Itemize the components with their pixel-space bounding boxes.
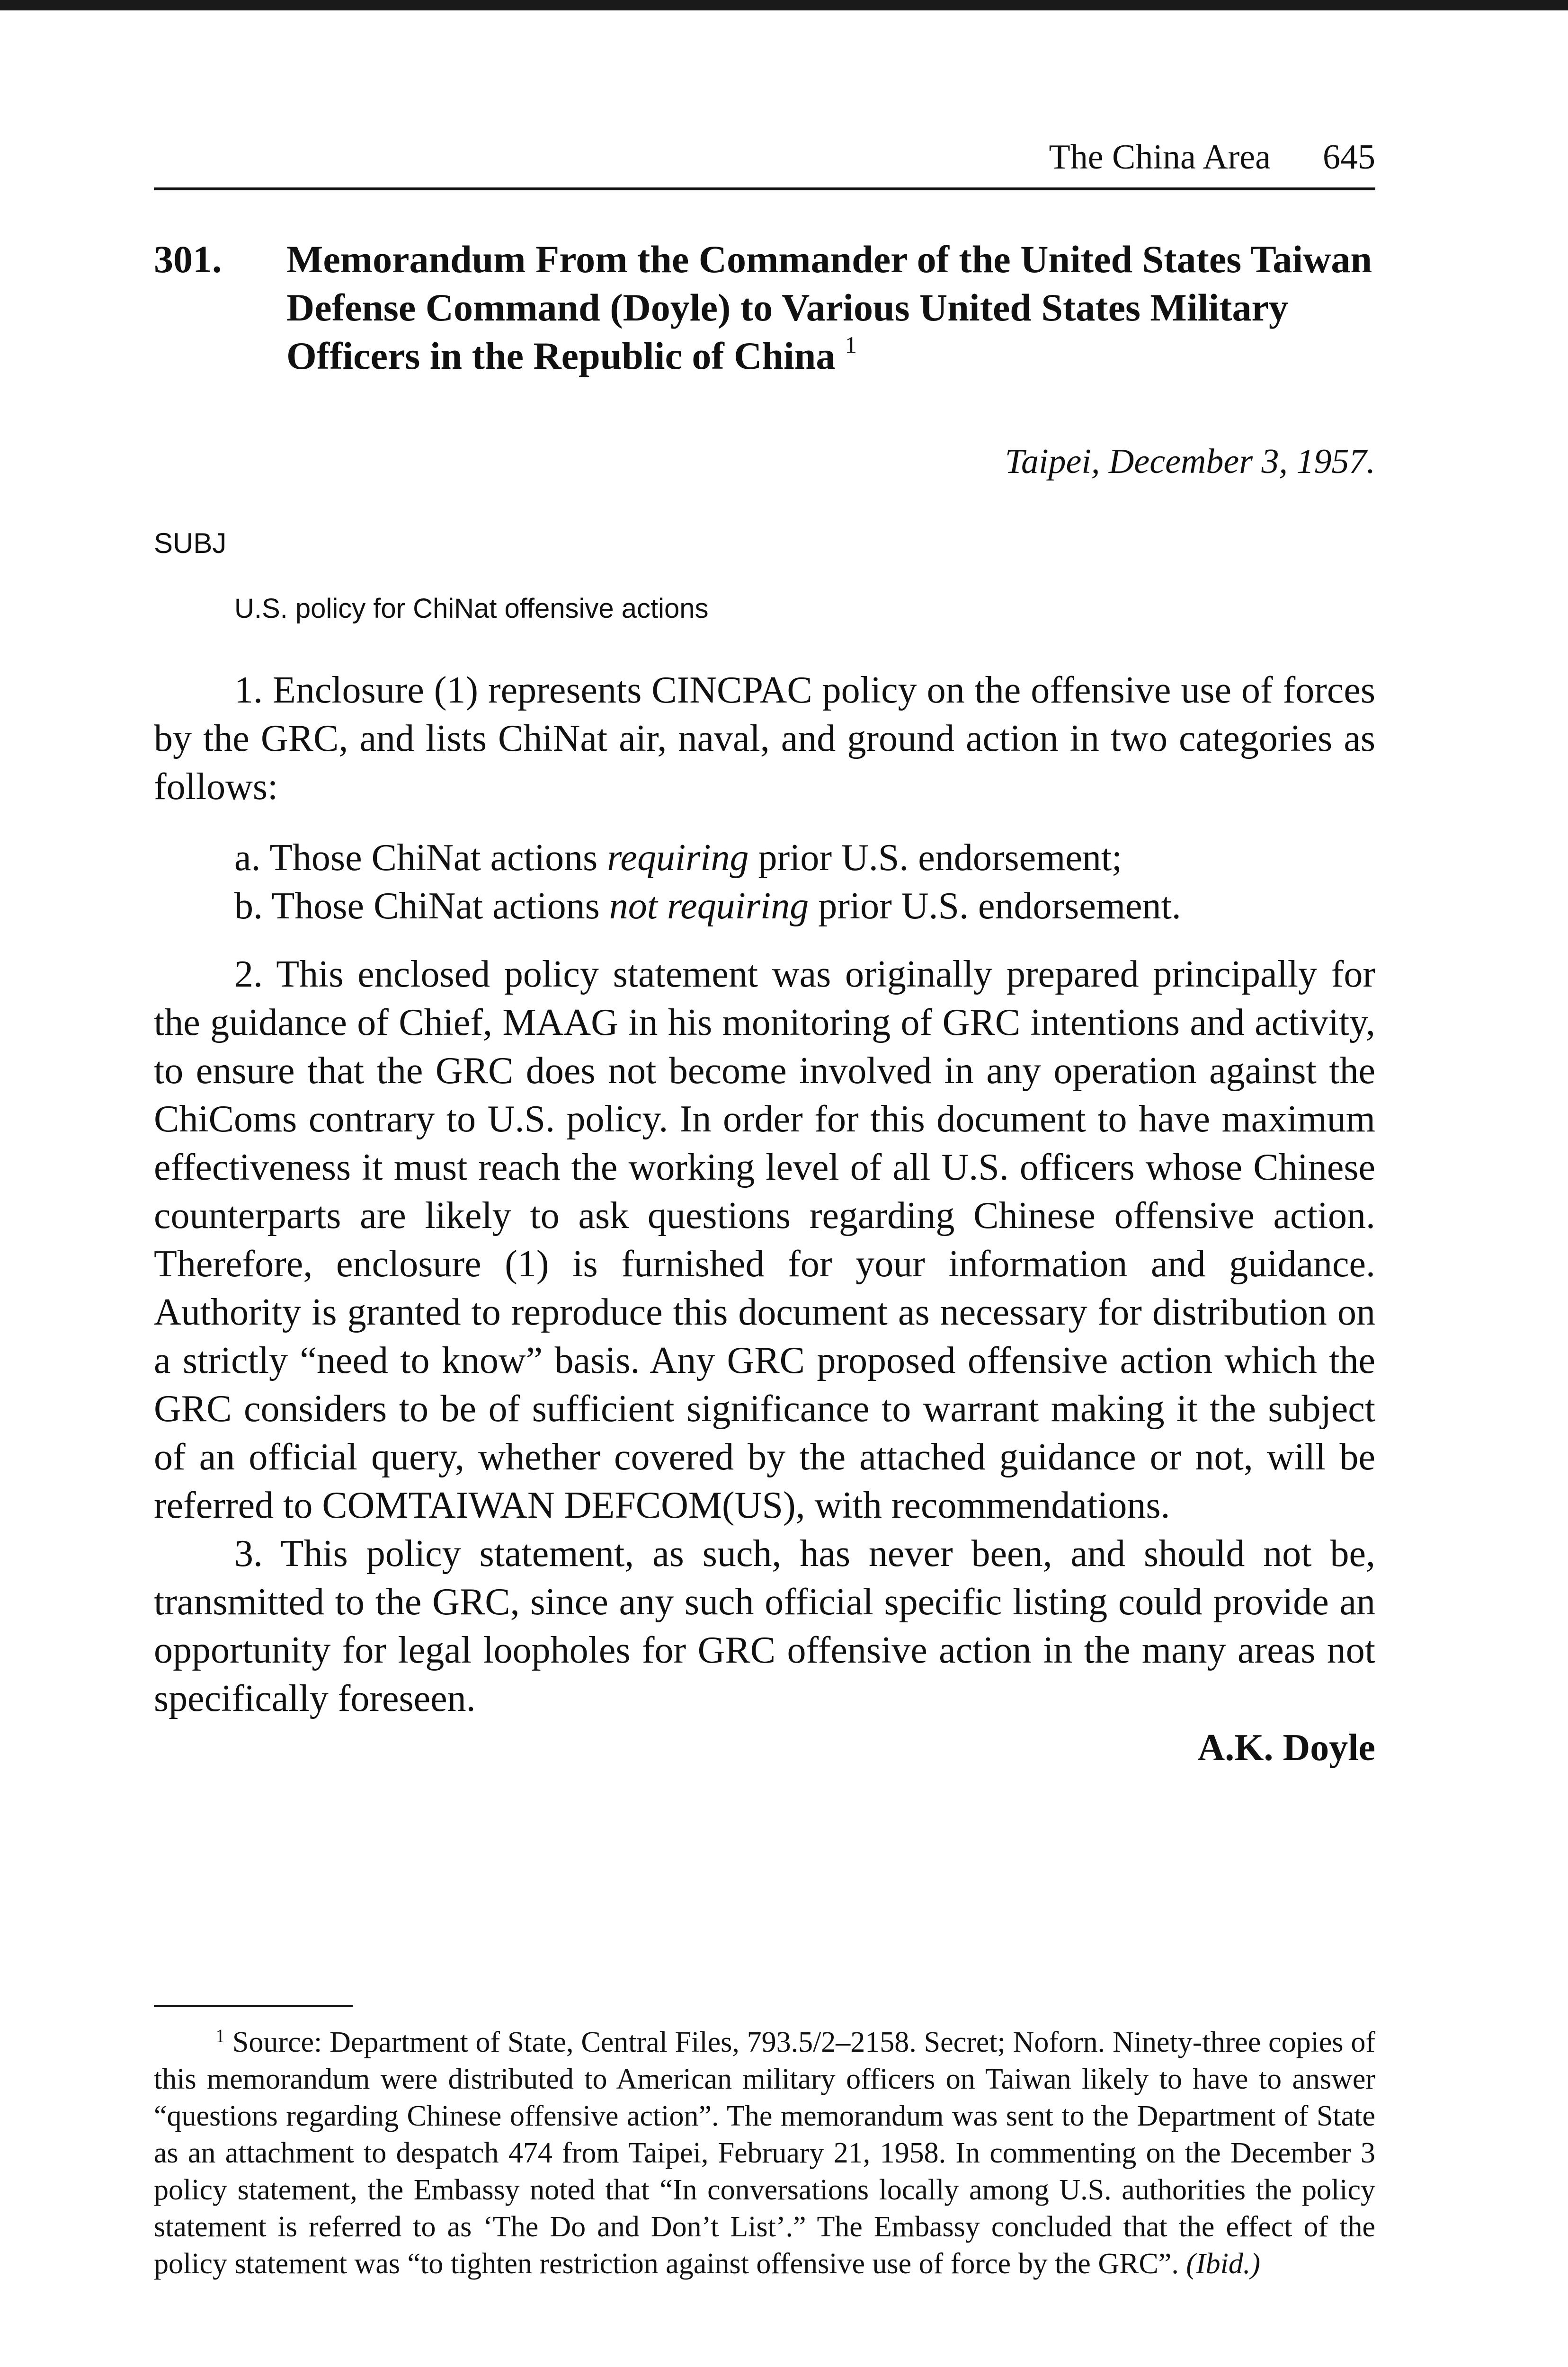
footnote <box>154 2024 1375 2282</box>
footnote-citation: (Ibid.) <box>1186 2248 1260 2280</box>
footnote-marker: 1 <box>215 2025 225 2047</box>
subject-label: SUBJ <box>154 527 227 559</box>
memo-body <box>154 666 1375 1723</box>
page-number: 645 <box>1323 138 1375 177</box>
dateline: Taipei, December 3, 1957. <box>1005 442 1375 481</box>
header-rule <box>154 187 1375 190</box>
list-item-b-emphasis: not requiring <box>609 885 809 927</box>
footnote-rule <box>154 2005 353 2007</box>
page-body <box>154 137 1375 1770</box>
list-item-a-emphasis: requiring <box>607 837 749 879</box>
document-heading <box>154 235 1375 380</box>
list-item-a-prefix: a. Those ChiNat actions <box>234 837 598 879</box>
document-number: 301. <box>154 238 222 281</box>
list-item-b <box>234 882 1375 930</box>
subject-text: U.S. policy for ChiNat offensive actions <box>234 593 709 624</box>
list-item-a <box>234 834 1375 882</box>
paragraph-1: 1. Enclosure (1) represents CINCPAC policy on the offensive use of forces by the GRC, and lists ChiNat air, naval, and ground action in two categories as follows: <box>154 669 1375 808</box>
document-title-block <box>286 235 1375 380</box>
paragraph-3: 3. This policy statement, as such, has never been, and should not be, transmitted to the GRC, since any such official specific listing could provide an opportunity for legal loopholes for GRC offensive action in the many areas not specifically foreseen. <box>154 1533 1375 1719</box>
title-footnote-marker: 1 <box>845 331 857 358</box>
list-item-b-prefix: b. Those ChiNat actions <box>234 885 600 927</box>
scan-top-border <box>0 0 1568 10</box>
running-title: The China Area <box>1049 138 1271 177</box>
document-title: Memorandum From the Commander of the United States Taiwan Defense Command (Doyle) to Various United States Military Officers in the Republic of China <box>286 238 1372 377</box>
list-item-a-suffix: prior U.S. endorsement; <box>758 837 1123 879</box>
running-head <box>154 137 1375 185</box>
footnote-paragraph <box>154 2024 1375 2282</box>
category-list <box>154 834 1375 930</box>
list-item-b-suffix: prior U.S. endorsement. <box>818 885 1181 927</box>
paragraph-2: 2. This enclosed policy statement was originally prepared principally for the guidance of Chief, MAAG in his monitoring of GRC intentions and activity, to ensure that the GRC does not become involved in any operation against the ChiComs contrary to U.S. policy. In order for this document to have maximum effectiveness it must reach the working level of all U.S. officers whose Chinese counterparts are likely to ask questions regarding Chinese offensive action. Therefore, enclosure (1) is furnished for your information and guidance. Authority is granted to reproduce this document as necessary for distribution on a strictly “need to know” basis. Any GRC proposed offensive action which the GRC considers to be of sufficient significance to warrant making it the subject of an official query, whether covered by the attached guidance or not, will be referred to COMTAIWAN DEFCOM(US), with recommendations. <box>154 953 1375 1526</box>
signature: A.K. Doyle <box>1197 1727 1375 1769</box>
footnote-text: Source: Department of State, Central Files, 793.5/2–2158. Secret; Noforn. Ninety-three copies of this memorandum were distributed to American military officers on Taiwan likely to have to answer “questions regarding Chinese offensive action”. The memorandum was sent to the Department of State as an attachment to despatch 474 from Taipei, February 21, 1958. In commenting on the December 3 policy statement, the Embassy noted that “In conversations locally among U.S. authorities the policy statement is referred to as ‘The Do and Don’t List’.” The Embassy concluded that the effect of the policy statement was “to tighten restriction against offensive use of force by the GRC”. <box>154 2026 1376 2280</box>
